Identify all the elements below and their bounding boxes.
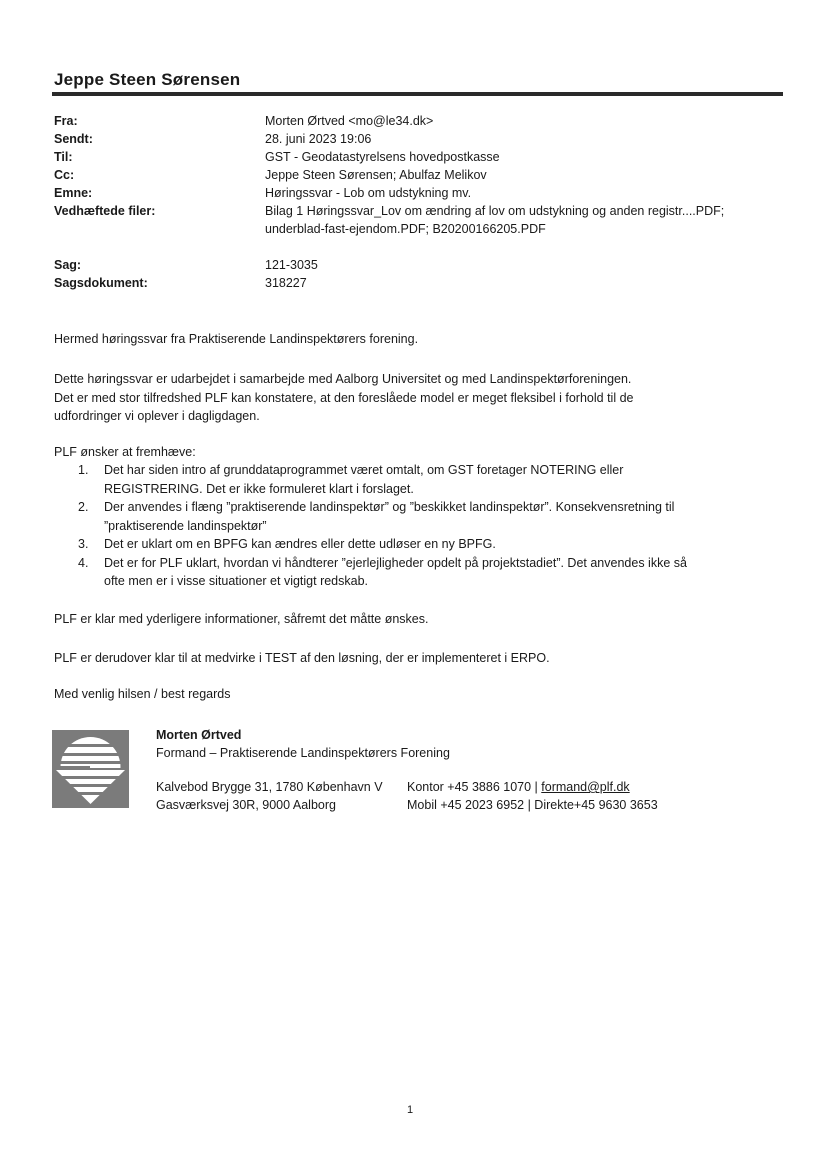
header-divider <box>52 92 783 96</box>
intro-paragraph: Hermed høringssvar fra Praktiserende Landinspektørers forening. <box>54 332 419 346</box>
collab-line-1: Dette høringssvar er udarbejdet i samarbejde med Aalborg Universitet og med Landinspektørforeningen. <box>54 372 632 386</box>
cc-label: Cc: <box>54 168 75 182</box>
signature-office-contact <box>407 780 630 794</box>
meta-row-from <box>54 112 784 130</box>
signature-address-1: Kalvebod Brygge 31, 1780 København V <box>156 780 383 794</box>
list-item <box>54 498 774 535</box>
meta-row-subject <box>54 184 784 202</box>
list-item-line: Det er for PLF uklart, hvordan vi håndterer ”ejerlejligheder opdelt på projektstadiet”. Det anvendes ikke så <box>104 555 687 570</box>
list-item-number: 3. <box>78 537 89 551</box>
list-item <box>54 535 774 554</box>
casedoc-value: 318227 <box>265 276 307 290</box>
from-label: Fra: <box>54 114 78 128</box>
collab-line-2: Det er med stor tilfredshed PLF kan konstatere, at den foreslåede model er meget fleksibel i forhold til de <box>54 390 634 405</box>
email-link[interactable]: formand@plf.dk <box>541 780 630 794</box>
test-info-paragraph: PLF er derudover klar til at medvirke i TEST af den løsning, der er implementeret i ERPO. <box>54 651 550 665</box>
list-item-number: 2. <box>78 500 89 514</box>
cc-value: Jeppe Steen Sørensen; Abulfaz Melikov <box>265 168 487 182</box>
list-item-number: 1. <box>78 463 89 477</box>
subject-value: Høringssvar - Lob om udstykning mv. <box>265 186 472 200</box>
from-value: Morten Ørtved <mo@le34.dk> <box>265 114 434 128</box>
to-value: GST - Geodatastyrelsens hovedpostkasse <box>265 150 500 164</box>
extra-info-paragraph: PLF er klar med yderligere informationer, såfremt det måtte ønskes. <box>54 612 429 626</box>
collaboration-paragraph <box>54 370 774 426</box>
case-value: 121-3035 <box>265 258 318 272</box>
meta-row-cc <box>54 166 784 184</box>
list-item-number: 4. <box>78 555 89 570</box>
attachments-label: Vedhæftede filer: <box>54 204 156 218</box>
to-label: Til: <box>54 150 73 164</box>
email-metadata <box>54 112 784 292</box>
list-item-line: Det er uklart om en BPFG kan ændres eller dette udløser en ny BPFG. <box>104 537 496 551</box>
highlight-list <box>54 461 774 591</box>
attachments-value <box>265 202 785 238</box>
case-label: Sag: <box>54 258 82 272</box>
list-item-line: Der anvendes i flæng ”praktiserende landinspektør” og ”beskikket landinspektør”. Konsekvensretning til <box>104 500 675 514</box>
casedoc-label: Sagsdokument: <box>54 276 148 290</box>
meta-row-attachments <box>54 202 784 238</box>
page-number: 1 <box>407 1104 414 1116</box>
collab-line-3: udfordringer vi oplever i dagligdagen. <box>54 409 260 423</box>
signature-address-2: Gasværksvej 30R, 9000 Aalborg <box>156 798 336 812</box>
plf-logo-icon <box>52 730 129 808</box>
highlight-lead: PLF ønsker at fremhæve: <box>54 445 196 459</box>
signature-mobile-contact: Mobil +45 2023 6952 | Direkte+45 9630 3653 <box>407 798 658 812</box>
meta-row-to <box>54 148 784 166</box>
list-item-line: ofte men er i visse situationer et vigtigt redskab. <box>104 574 369 588</box>
attachments-line-1: Bilag 1 Høringssvar_Lov om ændring af lov om udstykning og anden registr....PDF; <box>265 204 725 218</box>
list-item <box>54 461 774 498</box>
list-item-line: ”praktiserende landinspektør” <box>104 518 267 533</box>
sent-label: Sendt: <box>54 132 93 146</box>
meta-row-case <box>54 256 784 274</box>
sender-name-heading: Jeppe Steen Sørensen <box>54 70 241 89</box>
sent-value: 28. juni 2023 19:06 <box>265 132 372 146</box>
signature-name: Morten Ørtved <box>156 728 242 742</box>
list-item-line: Det har siden intro af grunddataprogrammet været omtalt, om GST foretager NOTERING eller <box>104 463 624 477</box>
meta-row-casedoc <box>54 274 784 292</box>
list-item-line: REGISTRERING. Det er ikke formuleret klart i forslaget. <box>104 481 414 496</box>
office-phone: Kontor +45 3886 1070 | <box>407 780 542 794</box>
meta-row-sent <box>54 130 784 148</box>
regards-line: Med venlig hilsen / best regards <box>54 687 231 701</box>
subject-label: Emne: <box>54 186 93 200</box>
attachments-line-2: underblad-fast-ejendom.PDF; B20200166205.PDF <box>265 222 546 236</box>
list-item <box>54 554 774 591</box>
signature-role: Formand – Praktiserende Landinspektørers Forening <box>156 746 450 760</box>
